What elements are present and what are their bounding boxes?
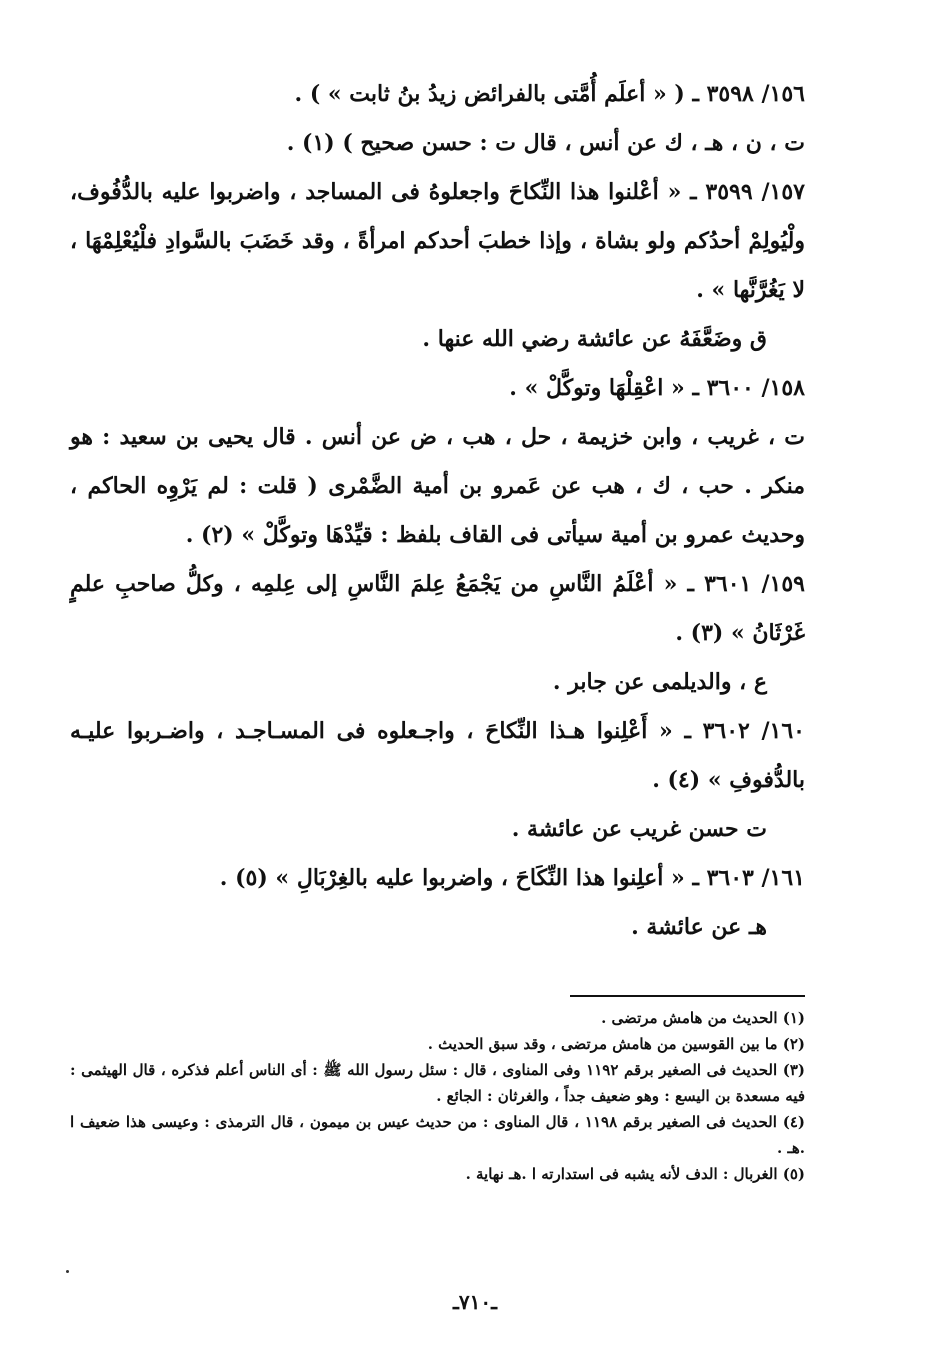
- hadith-source: ق وضَعَّفَهُ عن عائشة رضي الله عنها .: [422, 326, 767, 352]
- footnote: (٥) الغربال : الدف لأنه يشبه فى استدارته ا .هـ نهاية .: [465, 1165, 805, 1183]
- hadith-entry: ١٥٩/ ٣٦٠١ ـ « أعْلَمُ النَّاسِ من يَجْمَعُ عِلمَ النَّاسِ إلى عِلمِه ، وكلُّ صاحبِ علمٍ غَرْثَانُ » (٣) .: [70, 571, 805, 646]
- footnote-divider: [570, 995, 805, 997]
- footnote: (٣) الحديث فى الصغير برقم ١١٩٢ وفى المناوى ، قال : سئل رسول الله ﷺ : أى الناس أعلم فذكره ، قال الهيثمى : فيه مسعدة بن اليسع : وهو ضعيف جداً ، والغرثان : الجائع .: [70, 1061, 806, 1105]
- hadith-entry: ١٥٦/ ٣٥٩٨ ـ ( « أعلَم أُمَّتى بالفرائض زيدُ بنُ ثابت » ) .: [294, 81, 805, 107]
- hadith-source: ت حسن غريب عن عائشة .: [511, 816, 767, 842]
- page-number: ـ٧١٠ـ: [453, 1290, 497, 1314]
- hadith-source: ع ، والديلمى عن جابر .: [552, 669, 767, 695]
- footnote: (١) الحديث من هامش مرتضى .: [601, 1009, 805, 1027]
- footnote: (٢) ما بين القوسين من هامش مرتضى ، وقد سبق الحديث .: [427, 1035, 805, 1053]
- scan-speck: [66, 1270, 69, 1273]
- hadith-entry: ١٦١/ ٣٦٠٣ ـ « أعلِنوا هذا النِّكَاحَ ، واضربوا عليه بالغِرْبَالِ » (٥) .: [219, 865, 805, 891]
- hadith-entry: ١٥٧/ ٣٥٩٩ ـ « أعْلنوا هذا النِّكاحَ واجعلوهُ فى المساجد ، واضربوا عليه بالدُّفُوف، ولْيُولِمْ أحدُكم ولو بشاة ، وإذا خطبَ أحدكم امرأةً ، وقد خَضَبَ بالسَّوادِ فلْيُعْلِمْهَا ، لا يَغُرَّنَّها » .: [70, 179, 805, 303]
- main-text: [70, 70, 805, 952]
- hadith-entry: ١٦٠/ ٣٦٠٢ ـ « أَعْلِنوا هـذا النِّكاحَ ، واجـعلوه فى المسـاجـد ، واضـربوا عليـه بالدُّفوفِ » (٤) .: [70, 718, 805, 793]
- hadith-entry: ١٥٨/ ٣٦٠٠ ـ « اعْقِلْهَا وتوكَّلْ » .: [509, 375, 805, 401]
- footnote: (٤) الحديث فى الصغير برقم ١١٩٨ ، قال المناوى : من حديث عيس بن ميمون ، قال الترمذى : وعيسى هذا ضعيف ا .هـ .: [70, 1113, 806, 1157]
- footnotes: [70, 1005, 805, 1187]
- hadith-source: ت ، ن ، هـ ، ك عن أنس ، قال ت : حسن صحيح ) (١) .: [286, 130, 805, 156]
- hadith-source: ت ، غريب ، وابن خزيمة ، حل ، هب ، ض عن أنس . قال يحيى بن سعيد : هو منكر . حب ، ك ، هب عن عَمرو بن أمية الضَّمْرى ( قلت : لم يَرْوِه الحاكم ، وحديث عمرو بن أمية سيأتى فى القاف بلفظ : قيِّدْهَا وتوكَّلْ » (٢) .: [70, 424, 805, 548]
- hadith-source: هـ عن عائشة .: [631, 914, 767, 940]
